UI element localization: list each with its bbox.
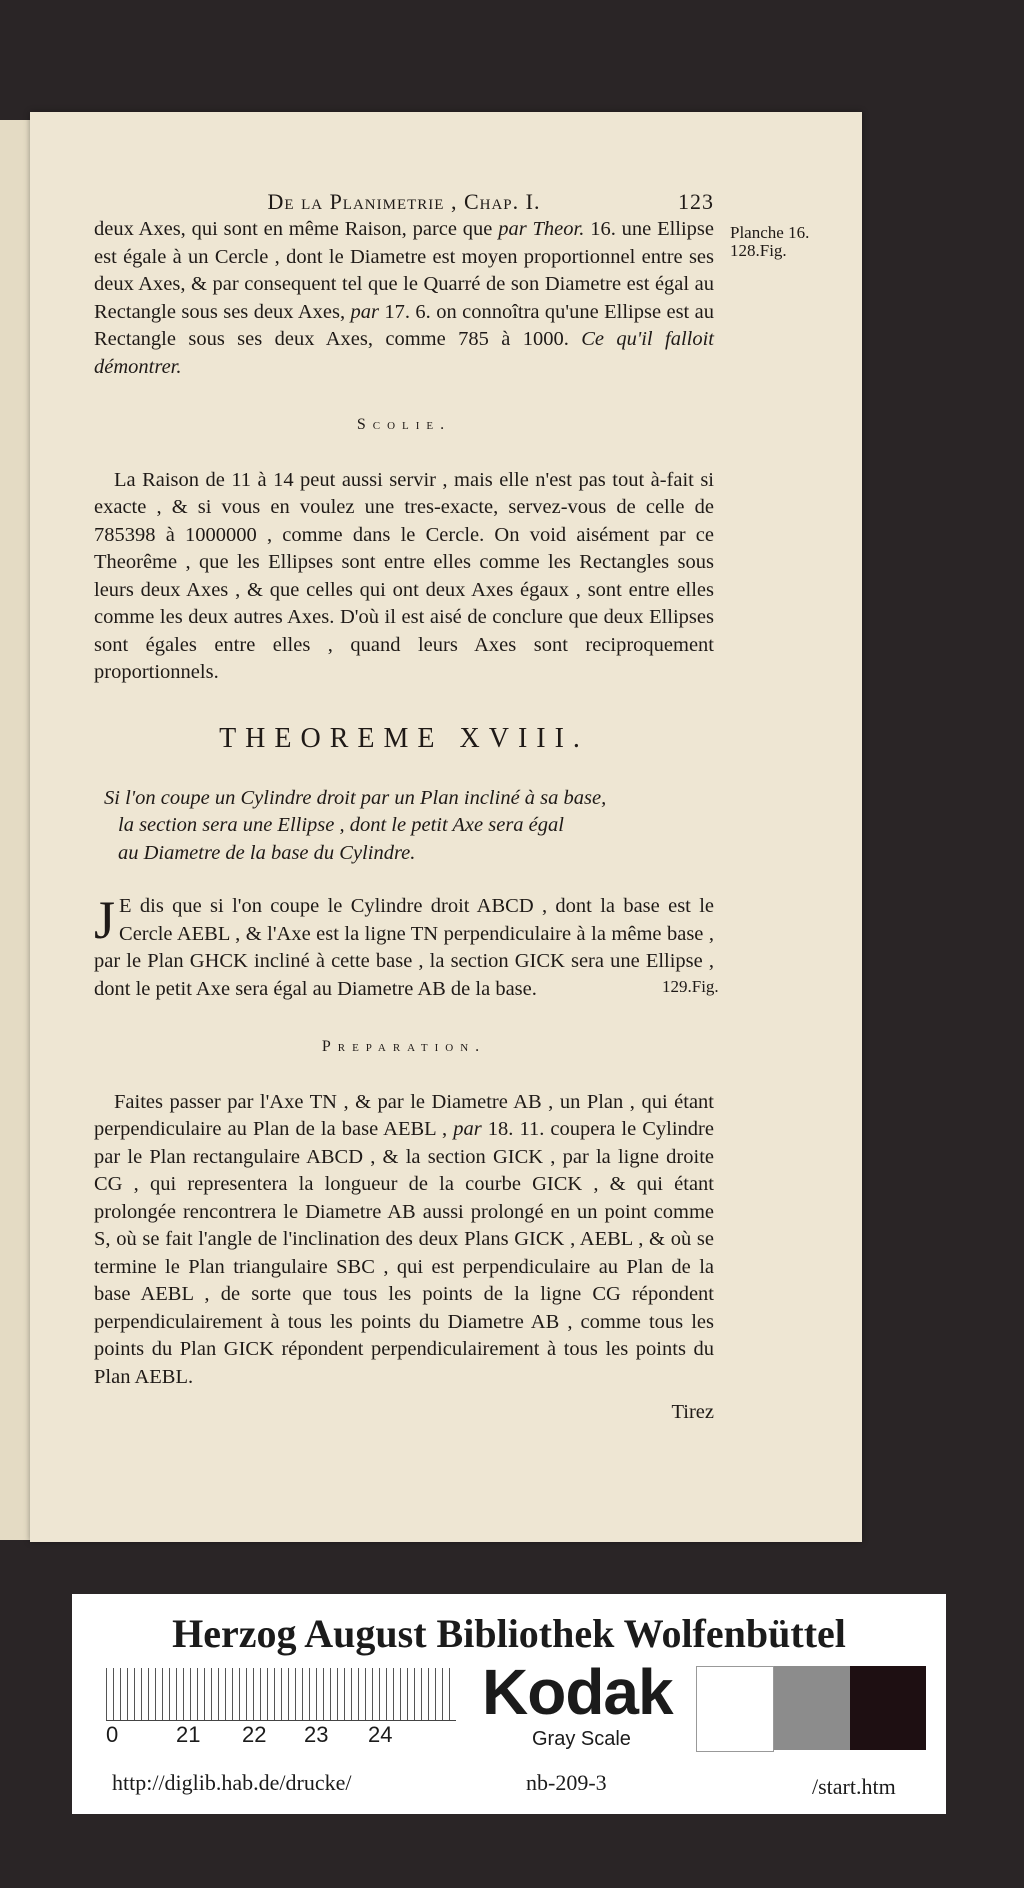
para1-lead: deux Axes, qui sont en même Raison, parce que [94, 218, 499, 240]
proof-paragraph [94, 890, 714, 1003]
theorem-line-2: la section sera une Ellipse , dont le petit Axe sera égal [118, 814, 564, 836]
scolie-heading: Scolie. [356, 416, 452, 433]
scolie-paragraph: La Raison de 11 à 14 peut aussi servir , mais elle n'est pas tout à-fait si exacte , & si vous en voulez une tres-exacte, servez-vous de celle de 785398 à 1000000 , comme dans le Cercle. On void aisément par ce Theorême , que les Ellipses sont entre elles comme les Rectangles sous leurs deux Axes , & que celles qui ont deux Axes égaux , sont entre elles comme les deux autres Axes. D'où il est aisé de conclure que deux Ellipses sont égales entre elles , quand leurs Axes sont reciproquement proportionnels. [94, 468, 714, 683]
drop-cap: J [94, 890, 116, 950]
theorem-line-1: Si l'on coupe un Cylindre droit par un Plan incliné à sa base, [104, 786, 607, 809]
prep-lead: Faites passer par l'Axe TN , & par le Diametre AB , un Plan , qui étant perpendiculaire au Plan de la base AEBL , [94, 1090, 714, 1140]
library-name: Herzog August Bibliothek Wolfenbüttel [172, 1611, 846, 1656]
ruler-label: 24 [368, 1722, 393, 1747]
margin-note-planche: Planche 16. 128.Fig. [730, 223, 810, 260]
book-page [30, 112, 862, 1542]
url-suffix: /start.htm [812, 1774, 896, 1799]
para1-rest: 16. une Ellipse est égale à un Cercle , dont le Diametre est moyen proportionnel entre ses deux Axes, & par consequent tel que le Quarré de son Diametre est égal au Rectangle sous ses deux Axes, [94, 218, 715, 323]
ruler-label: 23 [304, 1722, 329, 1747]
page-number: 123 [678, 189, 714, 214]
theorem-statement [94, 785, 714, 868]
header-title: De la Planimetrie , Chap. I. [267, 189, 541, 214]
ruler-label: 0 [106, 1722, 119, 1747]
para1-qed: Ce qu'il falloit démontrer. [94, 328, 714, 378]
para1-tail: 17. 6. on connoîtra qu'une Ellipse est au Rectangle sous ses deux Axes, comme 785 à 1000. [94, 300, 714, 350]
para1-ref2: par [350, 300, 379, 323]
theorem-line-3: au Diametre de la base du Cylindre. [118, 841, 416, 864]
adjacent-page-edge [0, 120, 30, 1540]
catchword: Tirez [671, 1401, 714, 1423]
library-color-card [72, 1594, 946, 1814]
gray-swatch-mid [774, 1666, 850, 1750]
url-id: nb-209-3 [526, 1770, 607, 1795]
ruler-label: 21 [176, 1722, 201, 1747]
proof-text: E dis que si l'on coupe le Cylindre droit ABCD , dont la base est le Cercle AEBL , & l'Axe est la ligne TN perpendiculaire à la même base , par le Plan GHCK incliné à cette base , la section GICK sera une Ellipse , dont le petit Axe sera égal au Diametre AB de la base. [94, 895, 714, 1000]
url-base: http://diglib.hab.de/drucke/ [112, 1770, 352, 1795]
running-header [94, 188, 714, 216]
para1-ref1: par Theor. [498, 218, 585, 240]
prep-rest: 18. 11. coupera le Cylindre par le Plan rectangulaire ABCD , & la section GICK , par la ligne droite CG , qui representera la longueur de la courbe GICK , & qui étant prolongée rencontrera le Diametre AB aussi prolongé en un point comme S, où se fait l'angle de l'inclination des deux Plans GICK , AEBL , & où se termine le Plan triangulaire SBC , qui est perpendiculaire au Plan de la base AEBL , de sorte que tous les points de la ligne CG répondent perpendiculairement à tous les points du Diametre AB , comme tous les points du Plan GICK répondent perpendiculairement à tous les points du Plan AEBL. [94, 1118, 714, 1388]
prep-ref: par [453, 1118, 482, 1140]
preparation-paragraph [94, 1089, 714, 1392]
ruler-labels [106, 1722, 436, 1746]
kodak-logo: Kodak [482, 1656, 673, 1728]
preparation-heading: Preparation. [321, 1038, 487, 1055]
margin-note-figure: 129.Fig. [662, 977, 719, 996]
theorem-title: THEOREME XVIII. [219, 722, 589, 754]
gray-swatch-black [850, 1666, 926, 1750]
paragraph-proof-end [94, 216, 714, 381]
ruler-label: 22 [242, 1722, 267, 1747]
gray-scale-label: Gray Scale [532, 1728, 631, 1750]
scale-ruler [106, 1668, 456, 1721]
gray-swatch-white [696, 1666, 774, 1752]
page-text [94, 188, 714, 1427]
